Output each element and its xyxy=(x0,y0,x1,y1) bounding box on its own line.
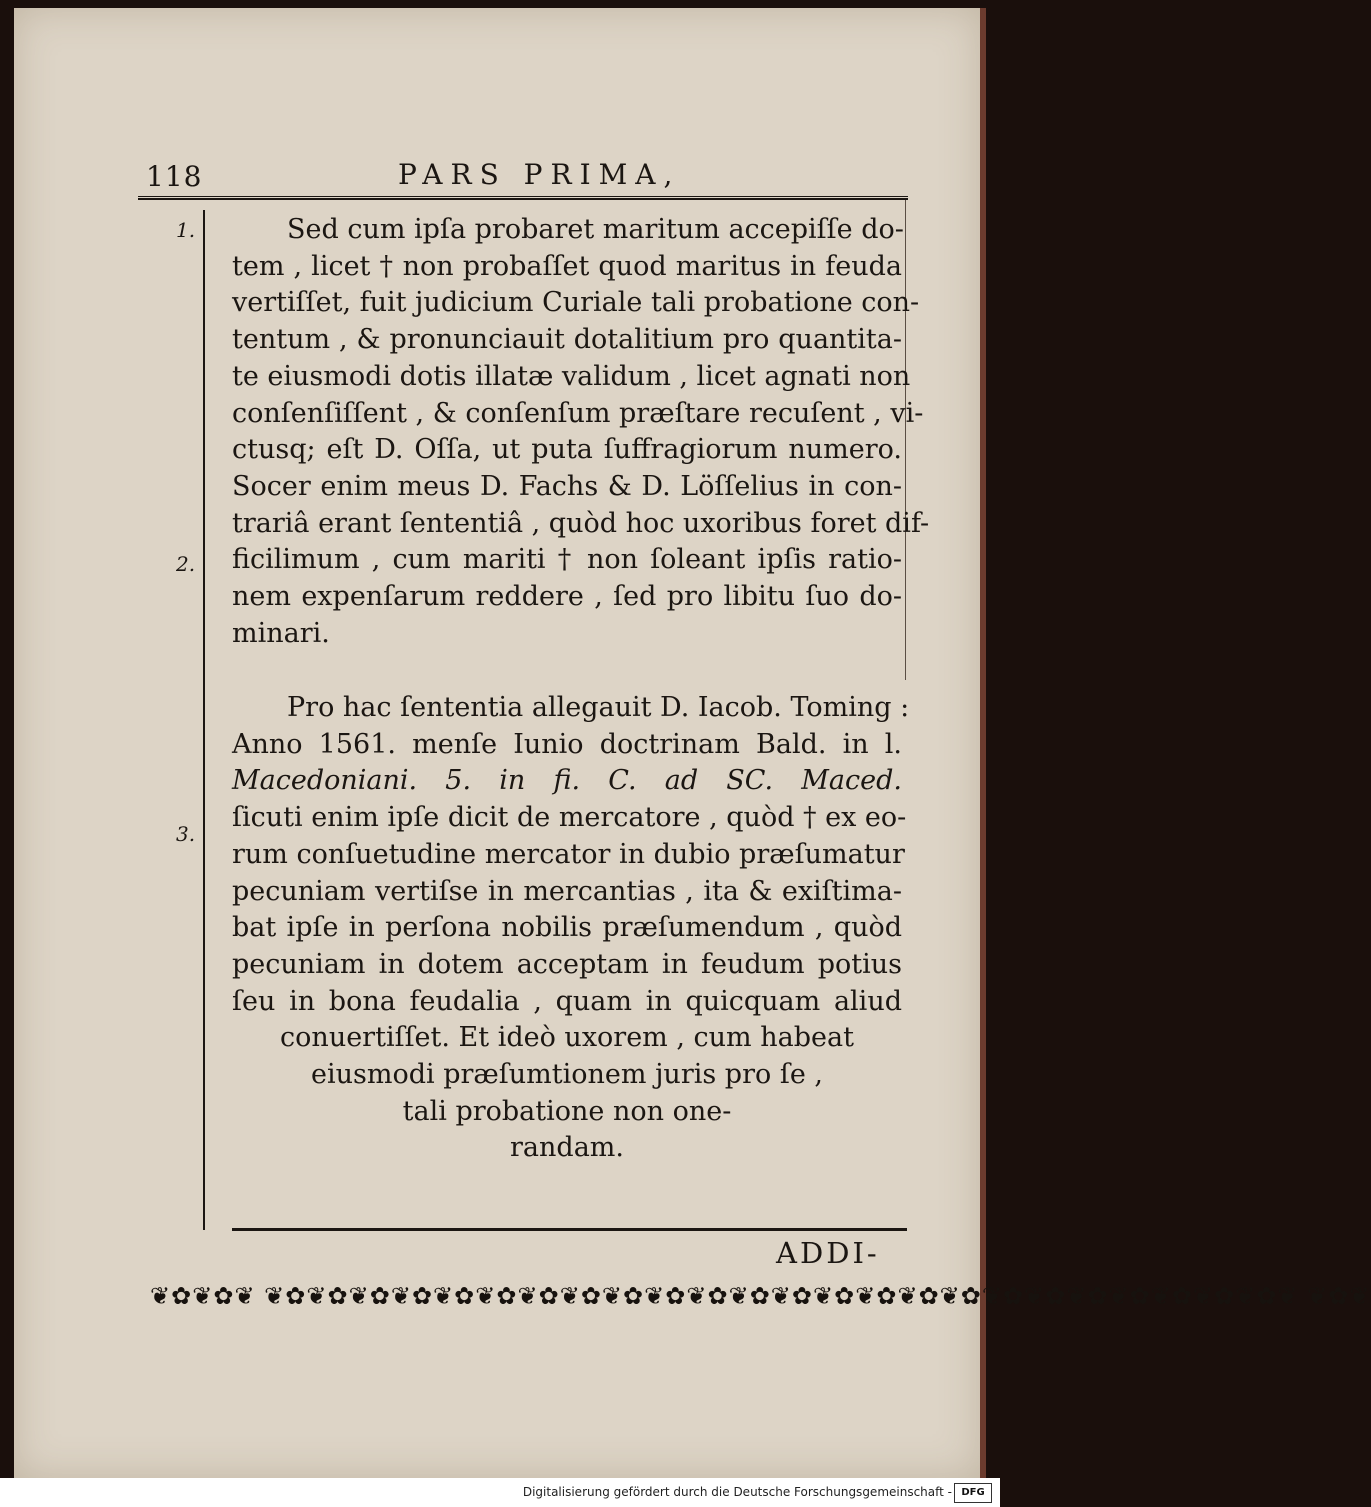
right-edge-rule xyxy=(905,200,906,680)
text-line: tali probatione non one- xyxy=(402,1095,732,1127)
text-line: Socer enim meus D. Fachs & D. Löſſelius in con- xyxy=(232,470,902,502)
running-head: PARS PRIMA, xyxy=(398,158,681,191)
ornament-border: ❦✿❦✿❦ ❦✿❦✿❦✿❦✿❦✿❦✿❦✿❦✿❦✿❦✿❦✿❦✿❦✿❦✿❦✿❦✿❦✿❦✿❦✿❦✿❦✿❦✿❦✿❦✿❦ ❦✿❦ xyxy=(150,1282,1371,1310)
text-line: Sed cum ipſa probaret maritum accepiſſe do- xyxy=(287,214,904,245)
paragraph-2 xyxy=(232,690,910,1167)
text-line: nem expenſarum reddere , ſed pro libitu ſuo do- xyxy=(232,581,902,613)
text-line-citation: Macedoniani. 5. in fi. C. ad SC. Maced. xyxy=(232,765,902,797)
header-rule xyxy=(138,196,908,200)
text-line: conuertiſſet. Et ideò uxorem , cum habeat xyxy=(280,1022,854,1054)
margin-note-3: 3. xyxy=(176,822,196,846)
text-line: tem , licet † non probaſſet quod maritus in feuda xyxy=(232,250,902,282)
dfg-logo-icon: DFG xyxy=(954,1483,992,1503)
text-line: ctusq; eſt D. Oſſa, ut puta ſuffragiorum numero. xyxy=(232,434,902,466)
text-line: rum conſuetudine mercator in dubio præſumatur xyxy=(232,838,905,870)
text-line: te eiusmodi dotis illatæ validum , licet agnati non xyxy=(232,360,911,392)
text-line: ficilimum , cum mariti † non ſoleant ipſis ratio- xyxy=(232,544,902,576)
text-line: ſicuti enim ipſe dicit de mercatore , quòd † ex eo- xyxy=(232,802,907,834)
margin-note-2: 2. xyxy=(176,552,196,576)
catchword: ADDI- xyxy=(776,1236,880,1270)
text-line: pecuniam vertiſse in mercantias , ita & exiſtima- xyxy=(232,875,902,907)
text-line: minari. xyxy=(232,617,330,649)
text-line: vertiſſet, fuit judicium Curiale tali probatione con- xyxy=(232,287,920,319)
margin-rule xyxy=(203,210,205,1230)
text-line: tentum , & pronunciauit dotalitium pro quantita- xyxy=(232,324,902,356)
paragraph-1 xyxy=(232,212,930,652)
text-line: Anno 1561. menſe Iunio doctrinam Bald. in l. xyxy=(232,728,902,760)
text-line: randam. xyxy=(510,1132,624,1164)
page-header xyxy=(138,148,908,196)
text-line: pecuniam in dotem acceptam in feudum potius xyxy=(232,948,902,980)
page-number: 118 xyxy=(146,160,203,193)
text-line: conſenſiſſent , & conſenſum præſtare recuſent , vi- xyxy=(232,397,924,429)
text-line: bat ipſe in perſona nobilis præſumendum , quòd xyxy=(232,912,902,944)
digitization-footer xyxy=(0,1478,1000,1507)
text-line: trariâ erant ſententiâ , quòd hoc uxoribus foret dif- xyxy=(232,507,930,539)
footer-rule xyxy=(232,1228,907,1231)
margin-note-1: 1. xyxy=(176,218,196,242)
text-line: ſeu in bona feudalia , quam in quicquam aliud xyxy=(232,985,902,1017)
footer-credit: Digitalisierung gefördert durch die Deutsche Forschungsgemeinschaft - xyxy=(522,1485,952,1499)
text-line: Pro hac ſententia allegauit D. Iacob. Toming : xyxy=(287,692,910,723)
text-line: eiusmodi præſumtionem juris pro ſe , xyxy=(311,1059,823,1091)
